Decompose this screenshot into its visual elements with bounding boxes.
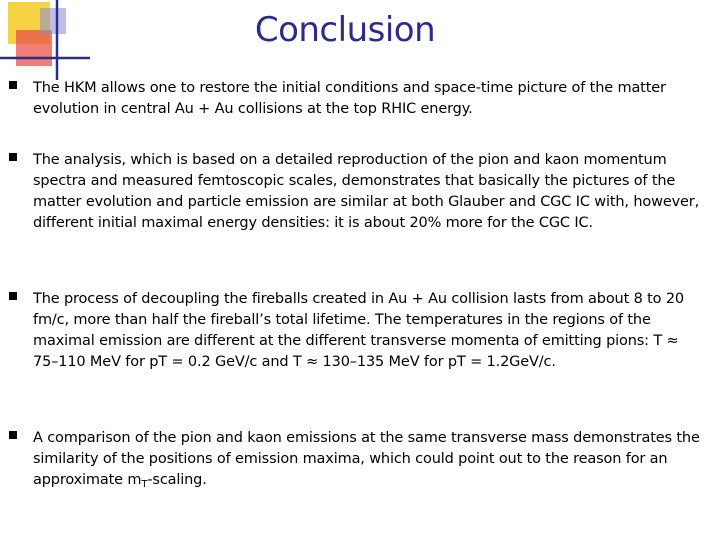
decor-blue-square [40,8,66,34]
bullet-text: The analysis, which is based on a detailed reproduction of the pion and kaon momentum spectra and measured femtoscopic scales, demonstrates that basically the pictures of the matter evolution and particle emission are similar at both Glauber and CGC IC with, however, different initial maximal energy densities: it is about 20% more for the CGC IC. [33,152,700,231]
subscript-t: T [141,479,148,490]
bullet-text: The HKM allows one to restore the initial conditions and space-time picture of the matter evolution in central Au + Au collisions at the top RHIC energy. [33,80,666,117]
square-bullet-icon [9,292,17,300]
corner-decoration [0,0,90,80]
bullet-text [33,428,705,495]
square-bullet-icon [9,431,17,439]
square-bullet-icon [9,153,17,161]
bullet-text: The process of decoupling the fireballs created in Au + Au collision lasts from about 8 to 20 fm/c, more than half the fireball’s total lifetime. The temperatures in the regions of the maximal emission are different at the different transverse momenta of emitting pions: T ≈ 75–110 MeV for pT = 0.2 GeV/c and T ≈ 130–135 MeV for pT = 1.2GeV/c. [33,291,684,370]
decor-red-square [16,30,52,66]
square-bullet-icon [9,81,17,89]
slide-title: Conclusion [254,10,436,50]
bullet-text-end: -scaling. [147,472,207,488]
bullet-text-main: A comparison of the pion and kaon emissions at the same transverse mass demonstrates the similarity of the positions of emission maxima, which could point out to the reason for an approximate m [33,430,700,488]
